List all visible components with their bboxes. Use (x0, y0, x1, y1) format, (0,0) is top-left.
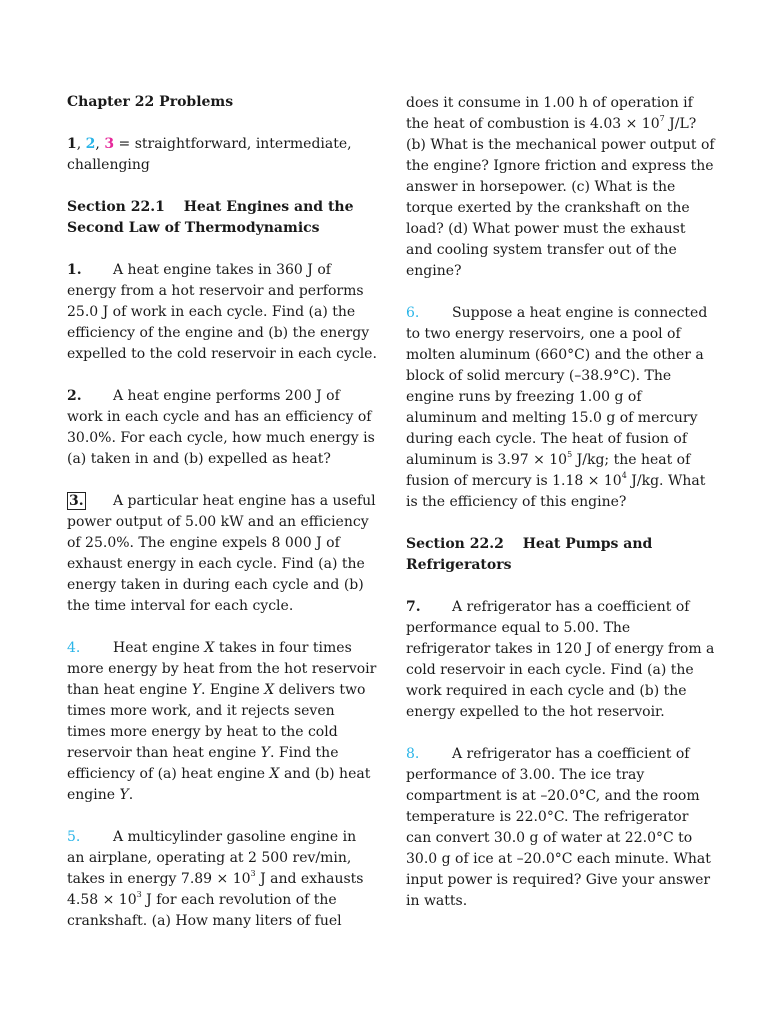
problem-3 (67, 491, 377, 617)
problem-number: 6. (406, 305, 420, 321)
text-run: Heat engine (113, 640, 205, 656)
text-run: A multicylinder gasoline engine in an airplane, operating at 2 500 rev/min, takes in energy 7.89 × 10 (67, 829, 357, 887)
legend-separator-2: , (95, 136, 105, 152)
text-run: J/kg. What is the efficiency of this engine? (406, 473, 706, 510)
problem-4 (67, 638, 377, 806)
text-run: J for each revolution of the crankshaft. (a) How many liters of fuel (67, 892, 342, 929)
text-run: takes in four times more energy by heat from the hot reservoir than heat engine (67, 640, 377, 698)
right-column (406, 93, 716, 933)
var-y: Y (191, 682, 201, 698)
text-run: Suppose a heat engine is connected to two energy reservoirs, one a pool of molten aluminum (660°C) and the other a block of solid mercury (–38.9°C). The engine runs by freezing 1.00 g of aluminum and melting 15.0 g of mercury during each cycle. The heat of fusion of aluminum is 3.97 × 10 (406, 305, 708, 468)
text-run: J/kg; the heat of fusion of mercury is 1.18 × 10 (406, 452, 691, 489)
legend-separator-1: , (76, 136, 86, 152)
problem-text: A heat engine takes in 360 J of energy from a hot reservoir and performs 25.0 J of work in each cycle. Find (a) the efficiency of the engine and (b) the energy expelled to the cold reservoir in each cycle. (67, 262, 377, 362)
left-column (67, 92, 377, 953)
difficulty-legend (67, 134, 377, 176)
problem-number (67, 491, 113, 512)
text-run: delivers two times more work, and it rejects seven times more energy by heat to the cold reservoir than heat engine (67, 682, 366, 761)
problem-6 (406, 303, 716, 513)
problem-number: 8. (406, 746, 420, 762)
problem-7 (406, 597, 716, 723)
exponent: 3 (136, 890, 142, 900)
exponent: 5 (567, 450, 573, 460)
problem-5 (67, 827, 377, 932)
text-run: does it consume in 1.00 h of operation if the heat of combustion is 4.03 × 10 (406, 95, 693, 132)
legend-key-3: 3 (104, 136, 115, 152)
var-x: X (264, 682, 275, 698)
problem-text: A refrigerator has a coefficient of performance equal to 5.00. The refrigerator takes in 120 J of energy from a cold reservoir in each cycle. Find (a) the work required in each cycle and (b) the energy expelled to the hot reservoir. (406, 599, 715, 720)
exponent: 4 (621, 471, 627, 481)
var-y: Y (119, 787, 129, 803)
problem-8 (406, 744, 716, 912)
legend-text: = straightforward, intermediate, challenging (67, 136, 352, 173)
problem-number-box: 3. (69, 493, 84, 509)
text-run: J/L? (b) What is the mechanical power output of the engine? Ignore friction and express the answer in horsepower. (c) What is the torque exerted by the crankshaft on the load? (d) What power must the exhaust and cooling system transfer out of the engine? (406, 116, 715, 279)
problem-number: 5. (67, 829, 81, 845)
problem-number: 2. (67, 388, 82, 404)
problem-text: A refrigerator has a coefficient of performance of 3.00. The ice tray compartment is at –20.0°C, and the room temperature is 22.0°C. The refrigerator can convert 30.0 g of water at 22.0°C to 30.0 g of ice at –20.0°C each minute. What input power is required? Give your answer in watts. (406, 746, 711, 909)
legend-key-2: 2 (85, 136, 96, 152)
exponent: 3 (250, 869, 256, 879)
chapter-title: Chapter 22 Problems (67, 94, 234, 110)
problem-5-continued (406, 93, 716, 282)
text-run: and (b) heat engine (67, 766, 371, 803)
exponent: 7 (659, 114, 665, 124)
text-run: . (128, 787, 134, 803)
problem-text: A heat engine performs 200 J of work in each cycle and has an efficiency of 30.0%. For each cycle, how much energy is (a) taken in and (b) expelled as heat? (67, 388, 375, 467)
problem-1 (67, 260, 377, 365)
problem-text: A particular heat engine has a useful power output of 5.00 kW and an efficiency of 25.0%. The engine expels 8 000 J of exhaust energy in each cycle. Find (a) the energy taken in during each cycle and (b) the time interval for each cycle. (67, 493, 376, 614)
section-heading-22-1: Section 22.1 Heat Engines and the Second Law of Thermodynamics (67, 199, 354, 236)
var-y: Y (260, 745, 271, 761)
text-run: . Engine (200, 682, 265, 698)
problem-number: 1. (67, 262, 82, 278)
problem-2 (67, 386, 377, 470)
text-run: J and exhausts 4.58 × 10 (67, 871, 364, 908)
section-heading-22-2: Section 22.2 Heat Pumps and Refrigerators (406, 536, 653, 573)
legend-key-1: 1 (67, 136, 77, 152)
problem-number: 4. (67, 640, 81, 656)
var-x: X (269, 766, 280, 782)
problem-number: 7. (406, 599, 421, 615)
text-run: . Find the efficiency of (a) heat engine (67, 745, 339, 782)
var-x: X (204, 640, 215, 656)
